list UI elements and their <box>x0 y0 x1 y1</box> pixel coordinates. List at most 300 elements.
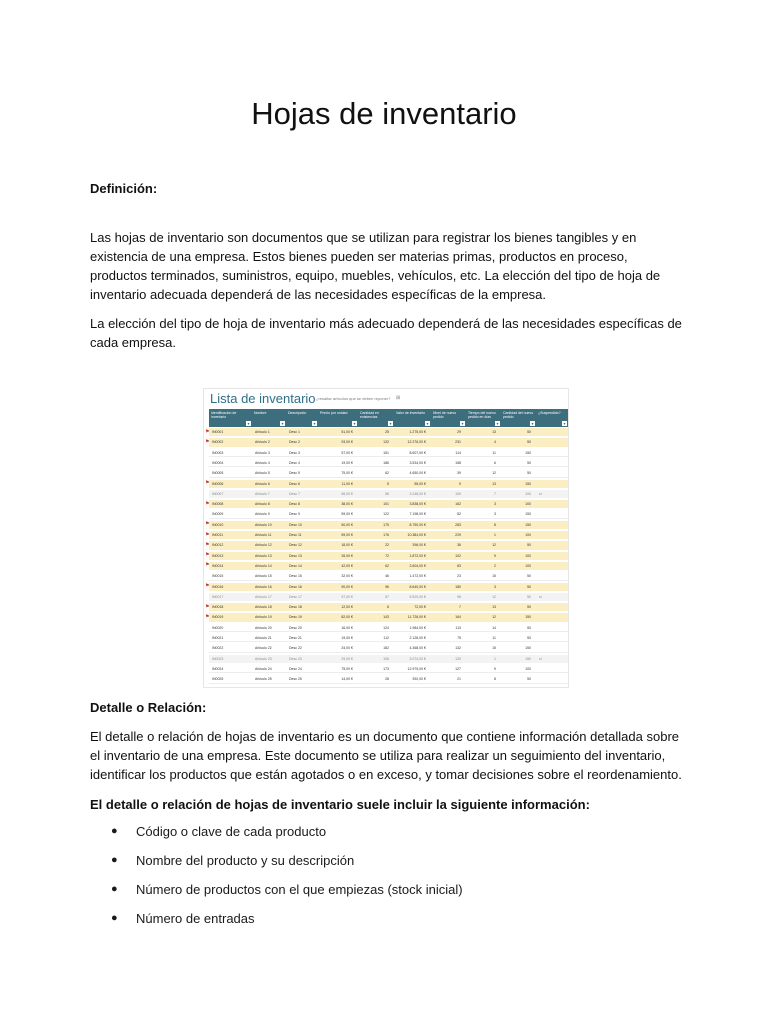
table-cell: 50 <box>527 636 531 640</box>
table-cell: 28 <box>385 677 389 682</box>
filter-dropdown-icon: ▾ <box>389 421 392 426</box>
table-cell: 42,00 € <box>341 563 353 568</box>
definicion-paragraph-1: Las hojas de inventario son documentos que se utilizan para registrar los bienes tangibles y en existencia de una empresa. Estos bienes pueden ser materias primas, productos en proceso, productos terminados, suministros, equipo, muebles, vehículos, etc. La elección del tipo de hoja de inventario adecuada dependerá de las necesidades específicas de la empresa. <box>90 230 661 302</box>
table-cell: 59,00 € <box>341 533 353 537</box>
table-cell: IN0010 <box>212 522 224 527</box>
table-cell: 2.128,00 € <box>409 636 426 640</box>
table-cell: 50 <box>527 430 531 434</box>
table-cell: 50 <box>527 440 531 445</box>
table-cell: IN0013 <box>212 553 224 558</box>
table-cell: Desc 7 <box>289 491 300 496</box>
table-cell: IN0004 <box>212 460 224 465</box>
table-row <box>209 572 568 580</box>
table-cell: IN0001 <box>212 430 224 434</box>
table-cell: 1.275,00 € <box>409 430 426 434</box>
table-cell: 176 <box>383 533 389 537</box>
table-cell: 132 <box>383 440 389 445</box>
table-cell: 22 <box>385 543 389 548</box>
table-cell: IN0009 <box>212 512 224 517</box>
table-cell: Artículo 16 <box>255 584 272 589</box>
table-cell: 3 <box>494 502 496 507</box>
list-item-text: Número de entradas <box>136 911 255 926</box>
table-cell: Artículo 24 <box>255 666 272 671</box>
table-cell: 12,00 € <box>341 605 353 610</box>
table-cell: 150 <box>525 522 531 527</box>
table-cell: 5 <box>387 481 389 486</box>
info-bullet-list <box>90 822 463 938</box>
table-cell: 6 <box>387 605 389 610</box>
table-cell: IN0021 <box>212 636 224 640</box>
table-cell: 6 <box>494 460 496 465</box>
table-cell: 57,00 € <box>341 450 353 455</box>
table-cell: 72 <box>385 553 389 558</box>
column-header: Valor de inventario ▾ <box>396 411 429 426</box>
table-row <box>209 459 568 467</box>
list-item-text: Nombre del producto y su descripción <box>136 853 355 868</box>
table-row <box>209 675 568 683</box>
table-cell: Desc 3 <box>289 450 300 455</box>
table-cell: 2.604,00 € <box>409 563 426 568</box>
table-cell: Desc 22 <box>289 646 302 651</box>
table-cell: 38,00 € <box>341 502 353 507</box>
table-cell: IN0022 <box>212 646 224 651</box>
table-cell: 396,00 € <box>412 543 426 548</box>
table-cell: Desc 10 <box>289 522 302 527</box>
table-cell: sí <box>539 656 542 661</box>
table-cell: 36 <box>457 543 461 548</box>
table-cell: 150 <box>525 615 531 620</box>
table-cell: 51,00 € <box>341 430 353 434</box>
table-cell: IN0025 <box>212 677 224 682</box>
flag-icon: ⚑ <box>205 438 210 445</box>
table-cell: 8 <box>494 522 496 527</box>
table-cell: 283 <box>455 522 461 527</box>
flag-icon: ⚑ <box>205 428 210 435</box>
table-cell: 11,00 € <box>341 481 353 486</box>
list-item-text: Número de productos con el que empiezas (stock inicial) <box>136 882 463 897</box>
table-row <box>205 428 568 436</box>
table-cell: Desc 1 <box>289 430 300 434</box>
table-row <box>205 438 568 446</box>
table-cell: 50 <box>527 460 531 465</box>
column-header: Nivel de nuevo pedido ▾ <box>433 411 464 426</box>
table-cell: 5.529,00 € <box>409 594 426 599</box>
table-cell: 82,00 € <box>341 615 353 620</box>
table-cell: Artículo 6 <box>255 481 270 486</box>
flag-icon: ⚑ <box>205 500 210 507</box>
table-cell: 175 <box>383 522 389 527</box>
table-cell: Artículo 4 <box>255 460 270 465</box>
table-cell: 4.368,00 € <box>409 646 426 651</box>
table-cell: IN0005 <box>212 471 224 476</box>
table-cell: 96 <box>385 584 389 589</box>
table-cell: Artículo 23 <box>255 656 272 661</box>
column-header: ¿Suspendido? ▾ <box>538 411 566 426</box>
list-item <box>90 822 463 851</box>
bullet-icon: ● <box>111 912 118 924</box>
table-cell: IN0016 <box>212 584 224 589</box>
table-cell: 392,00 € <box>412 677 426 682</box>
table-cell: IN0023 <box>212 656 224 661</box>
table-cell: IN0018 <box>212 605 224 610</box>
table-cell: 83 <box>457 563 461 568</box>
table-cell: IN0024 <box>212 666 224 671</box>
table-cell: 13 <box>492 481 496 486</box>
table-cell: 24,00 € <box>341 646 353 651</box>
table-cell: 151 <box>383 450 389 455</box>
table-cell: 100 <box>525 553 531 558</box>
column-header: Precio por unidad ▾ <box>320 411 356 426</box>
table-cell: 9 <box>494 553 496 558</box>
filter-dropdown-icon: ▾ <box>281 421 284 426</box>
table-cell: 23 <box>457 574 461 579</box>
table-cell: IN0002 <box>212 440 224 445</box>
table-cell: Artículo 8 <box>255 502 270 507</box>
sheet-subtitle: ¿resaltar artículos que se deben reponer? <box>316 396 391 401</box>
table-cell: 50 <box>527 471 531 476</box>
table-cell: 122 <box>383 512 389 517</box>
table-cell: Desc 13 <box>289 553 302 558</box>
table-cell: 12 <box>492 615 496 620</box>
table-cell: Artículo 12 <box>255 543 272 548</box>
table-row <box>209 644 568 652</box>
table-cell: 19,00 € <box>341 460 353 465</box>
table-cell: Artículo 9 <box>255 512 270 517</box>
table-cell: 93,00 € <box>341 440 353 445</box>
table-cell: 25 <box>385 430 389 434</box>
filter-dropdown-icon: ▾ <box>531 421 534 426</box>
table-cell: 12 <box>492 471 496 476</box>
table-cell: Desc 23 <box>289 656 302 661</box>
list-item <box>90 851 463 880</box>
table-cell: Desc 16 <box>289 584 302 589</box>
table-cell: 29,00 € <box>341 656 353 661</box>
table-cell: 100 <box>525 502 531 507</box>
table-cell: 12.276,00 € <box>407 440 426 445</box>
table-cell: Artículo 20 <box>255 625 272 630</box>
table-cell: 11 <box>492 636 496 640</box>
table-cell: Artículo 17 <box>255 594 272 599</box>
table-cell: 4 <box>494 440 496 445</box>
table-cell: Desc 11 <box>289 533 302 537</box>
table-cell: 162 <box>455 502 461 507</box>
table-row <box>209 490 568 498</box>
table-cell: 90,00 € <box>341 584 353 589</box>
table-cell: 11.726,00 € <box>407 615 426 620</box>
filter-dropdown-icon: ▾ <box>426 421 429 426</box>
detalle-paragraph-1: El detalle o relación de hojas de inventario es un documento que contiene información detallada sobre el inventario de una empresa. Este documento se utiliza para realizar un seguimiento del inventario, identificar los productos que están agotados o en exceso, y tomar decisiones sobre el reordenamiento. <box>90 729 682 782</box>
table-cell: 50 <box>527 574 531 579</box>
table-row <box>205 500 568 508</box>
table-cell: 1.984,00 € <box>409 625 426 630</box>
table-cell: Desc 2 <box>289 440 300 445</box>
table-cell: 13 <box>492 430 496 434</box>
table-cell: 106 <box>383 656 389 661</box>
table-row <box>205 583 568 591</box>
table-cell: 55,00 € <box>414 481 426 486</box>
table-cell: 2 <box>494 563 496 568</box>
table-row <box>209 634 568 642</box>
table-cell: 9 <box>459 481 461 486</box>
table-cell: Artículo 7 <box>255 491 270 496</box>
table-cell: 113 <box>455 625 461 630</box>
table-cell: Desc 25 <box>289 677 302 682</box>
table-row <box>209 624 568 632</box>
table-cell: 8.607,00 € <box>409 450 426 455</box>
detalle-heading: Detalle o Relación: <box>90 700 207 715</box>
table-cell: Desc 14 <box>289 563 302 568</box>
table-cell: Artículo 10 <box>255 522 272 527</box>
table-row <box>209 593 568 601</box>
table-cell: 12.975,00 € <box>407 666 426 671</box>
table-cell: 100 <box>525 666 531 671</box>
filter-dropdown-icon: ▾ <box>313 421 316 426</box>
table-row <box>205 552 568 560</box>
table-cell: 16,00 € <box>341 625 353 630</box>
table-cell: 58 <box>385 491 389 496</box>
table-cell: 39 <box>457 471 461 476</box>
table-cell: 50 <box>527 584 531 589</box>
table-cell: IN0007 <box>212 491 224 496</box>
table-cell: 50 <box>527 605 531 610</box>
column-header: Descripción ▾ <box>288 411 316 426</box>
flag-icon: ⚑ <box>205 552 210 559</box>
table-cell: 82 <box>457 512 461 517</box>
table-cell: 150 <box>525 512 531 517</box>
table-cell: Desc 12 <box>289 543 302 548</box>
column-header: Tiempo del nuevo pedido en días ▾ <box>468 411 499 426</box>
table-cell: Artículo 5 <box>255 471 270 476</box>
table-cell: 12 <box>492 543 496 548</box>
table-cell: 132 <box>455 646 461 651</box>
table-cell: 100 <box>525 491 531 496</box>
table-cell: 150 <box>525 656 531 661</box>
table-cell: IN0012 <box>212 543 224 548</box>
table-cell: 9 <box>494 666 496 671</box>
table-cell: 14,00 € <box>341 677 353 682</box>
table-cell: 18,00 € <box>341 543 353 548</box>
table-cell: Desc 17 <box>289 594 302 599</box>
filter-icon: ⊞ <box>396 395 401 401</box>
sheet-title: Lista de inventario <box>210 391 316 406</box>
table-cell: Artículo 15 <box>255 574 272 579</box>
flag-icon: ⚑ <box>205 541 210 548</box>
table-cell: 26,00 € <box>341 553 353 558</box>
table-cell: 15 <box>492 646 496 651</box>
table-cell: 75 <box>457 636 461 640</box>
table-cell: 3 <box>494 512 496 517</box>
table-row <box>205 562 568 570</box>
flag-icon: ⚑ <box>205 603 210 610</box>
filter-dropdown-icon: ▾ <box>247 421 250 426</box>
table-cell: IN0003 <box>212 450 224 455</box>
table-cell: 1 <box>494 656 496 661</box>
table-cell: 56,00 € <box>341 491 353 496</box>
table-cell: 3 <box>494 584 496 589</box>
table-row <box>205 531 568 539</box>
table-cell: Artículo 2 <box>255 440 270 445</box>
table-cell: sí <box>539 594 542 599</box>
bullet-icon: ● <box>111 825 118 837</box>
table-cell: 1.472,00 € <box>409 574 426 579</box>
table-cell: 75,00 € <box>341 471 353 476</box>
table-cell: 229 <box>455 533 461 537</box>
flag-icon: ⚑ <box>205 583 210 589</box>
table-row <box>205 603 568 611</box>
detalle-paragraph-2: El detalle o relación de hojas de inventario suele incluir la siguiente información: <box>90 797 590 812</box>
table-cell: 97,00 € <box>341 594 353 599</box>
table-cell: 98 <box>457 594 461 599</box>
table-row <box>205 480 568 488</box>
table-cell: 101 <box>383 502 389 507</box>
table-cell: Artículo 21 <box>255 636 272 640</box>
table-cell: Desc 4 <box>289 460 300 465</box>
table-row <box>205 613 568 621</box>
table-cell: 1.872,00 € <box>409 553 426 558</box>
table-cell: 182 <box>383 646 389 651</box>
table-cell: Desc 8 <box>289 502 300 507</box>
flag-icon: ⚑ <box>205 613 210 620</box>
table-cell: 46 <box>385 574 389 579</box>
table-cell: Artículo 25 <box>255 677 272 682</box>
page-title: Hojas de inventario <box>251 96 517 131</box>
table-cell: IN0017 <box>212 594 224 599</box>
table-cell: IN0008 <box>212 502 224 507</box>
table-cell: Desc 20 <box>289 625 302 630</box>
table-cell: 11 <box>492 450 496 455</box>
table-cell: sí <box>539 491 542 496</box>
table-cell: IN0014 <box>212 563 224 568</box>
table-cell: Artículo 3 <box>255 450 270 455</box>
table-cell: Desc 24 <box>289 666 302 671</box>
column-header: Cantidad en existencias ▾ <box>360 411 392 426</box>
table-cell: Artículo 19 <box>255 615 272 620</box>
table-cell: 8.750,00 € <box>409 522 426 527</box>
table-cell: 3.838,00 € <box>409 502 426 507</box>
table-cell: 7 <box>494 491 496 496</box>
table-cell: 7 <box>459 605 461 610</box>
filter-dropdown-icon: ▾ <box>563 421 566 426</box>
column-header: Nombre ▾ <box>254 411 284 426</box>
table-cell: 180 <box>455 584 461 589</box>
table-row <box>209 469 568 477</box>
table-cell: 158 <box>455 460 461 465</box>
table-cell: Desc 15 <box>289 574 302 579</box>
flag-icon: ⚑ <box>205 531 210 538</box>
table-cell: Desc 9 <box>289 512 300 517</box>
inventory-spreadsheet-image <box>203 388 569 688</box>
table-cell: 112 <box>383 636 389 640</box>
table-cell: 127 <box>455 666 461 671</box>
table-cell: 57 <box>385 594 389 599</box>
flag-icon: ⚑ <box>205 480 210 486</box>
table-cell: 12 <box>492 594 496 599</box>
list-item <box>90 909 463 938</box>
table-cell: 143 <box>383 615 389 620</box>
bullet-icon: ● <box>111 883 118 895</box>
table-cell: 173 <box>383 666 389 671</box>
filter-dropdown-icon: ▾ <box>496 421 499 426</box>
table-cell: 62 <box>385 563 389 568</box>
table-cell: 50 <box>527 625 531 630</box>
table-cell: 4.650,00 € <box>409 471 426 476</box>
table-cell: 100 <box>525 563 531 568</box>
table-cell: 3.534,00 € <box>409 460 426 465</box>
table-cell: 14 <box>492 625 496 630</box>
table-cell: Desc 6 <box>289 481 300 486</box>
table-cell: Desc 18 <box>289 605 302 610</box>
table-cell: 72,00 € <box>414 605 426 610</box>
table-cell: IN0019 <box>212 615 224 620</box>
filter-dropdown-icon: ▾ <box>353 421 356 426</box>
table-row <box>209 449 568 457</box>
column-header: Identificación de inventario ▾ <box>211 411 250 426</box>
table-cell: 59,00 € <box>341 512 353 517</box>
table-row <box>209 655 568 663</box>
flag-icon: ⚑ <box>205 562 210 569</box>
table-cell: 150 <box>525 450 531 455</box>
table-cell: Artículo 13 <box>255 553 272 558</box>
table-cell: Artículo 22 <box>255 646 272 651</box>
table-cell: 50 <box>527 677 531 682</box>
list-item-text: Código o clave de cada producto <box>136 824 327 839</box>
table-cell: 15 <box>492 574 496 579</box>
table-cell: 50,00 € <box>341 522 353 527</box>
table-cell: 114 <box>455 450 461 455</box>
table-cell: 3.074,00 € <box>409 656 426 661</box>
table-cell: IN0020 <box>212 625 224 630</box>
table-cell: IN0015 <box>212 574 224 579</box>
filter-dropdown-icon: ▾ <box>461 421 464 426</box>
column-header: Cantidad del nuevo pedido ▾ <box>503 411 534 426</box>
table-cell: 19,00 € <box>341 636 353 640</box>
table-cell: Desc 19 <box>289 615 302 620</box>
table-cell: Desc 21 <box>289 636 302 640</box>
table-cell: 102 <box>455 553 461 558</box>
table-cell: 3.248,00 € <box>409 491 426 496</box>
table-cell: 164 <box>455 615 461 620</box>
table-cell: 62 <box>385 471 389 476</box>
table-cell: 50 <box>527 594 531 599</box>
table-cell: Artículo 18 <box>255 605 272 610</box>
table-cell: 1 <box>494 533 496 537</box>
table-cell: 130 <box>455 656 461 661</box>
table-cell: 32,00 € <box>341 574 353 579</box>
table-cell: 29 <box>457 430 461 434</box>
table-cell: 7.198,00 € <box>409 512 426 517</box>
table-row <box>209 510 568 518</box>
bullet-icon: ● <box>111 854 118 866</box>
table-cell: 10.384,00 € <box>407 533 426 537</box>
table-row <box>205 521 568 529</box>
table-row <box>209 665 568 673</box>
definicion-paragraph-2: La elección del tipo de hoja de inventario más adecuado dependerá de las necesidades específicas de cada empresa. <box>90 316 682 350</box>
table-cell: Artículo 1 <box>255 430 270 434</box>
table-cell: 124 <box>383 625 389 630</box>
table-cell: 231 <box>455 440 461 445</box>
table-cell: 100 <box>525 533 531 537</box>
table-cell: Artículo 11 <box>255 533 272 537</box>
list-item <box>90 880 463 909</box>
table-cell: 150 <box>525 481 531 486</box>
table-cell: 186 <box>383 460 389 465</box>
table-cell: 109 <box>455 491 461 496</box>
table-cell: 50 <box>527 543 531 548</box>
table-cell: 21 <box>457 677 461 682</box>
table-cell: 75,00 € <box>341 666 353 671</box>
definicion-heading: Definición: <box>90 181 158 196</box>
flag-icon: ⚑ <box>205 521 210 528</box>
